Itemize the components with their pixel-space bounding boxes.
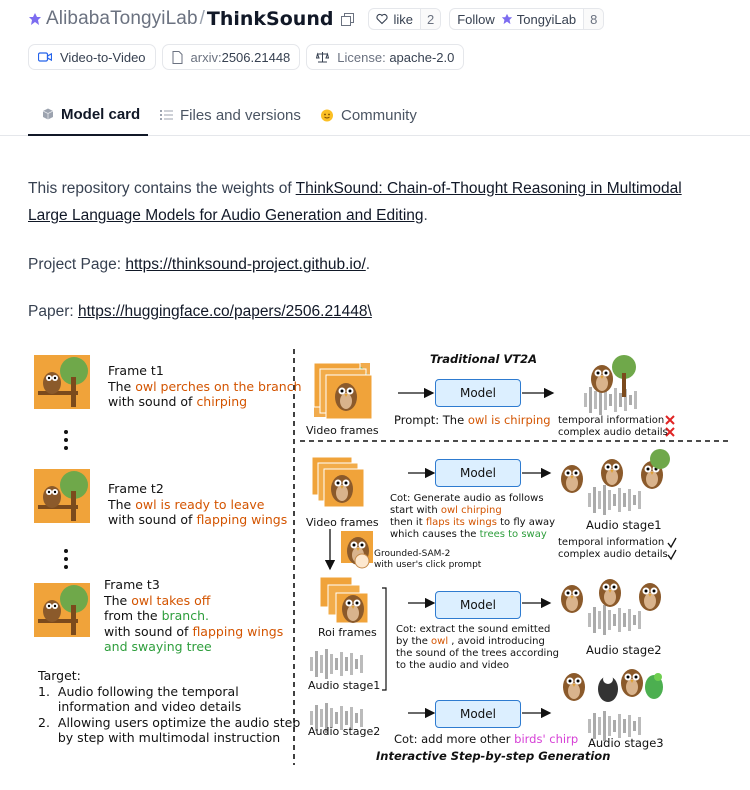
project-page-label: Project Page:: [28, 256, 126, 273]
paper-title-link[interactable]: ThinkSound: Chain-of-Thought Reasoning in Multimodal Large Language Models for Audio Generation and Editing: [28, 180, 682, 224]
license-tag[interactable]: [306, 44, 464, 70]
project-page-line: Project Page: https://thinksound-project.github.io/.: [28, 256, 371, 273]
grounded-sam-label: Grounded-SAM-2 with user's click prompt: [374, 549, 482, 570]
tag-label: Video-to-Video: [60, 49, 146, 65]
document-icon: [172, 51, 183, 64]
path-separator: /: [199, 8, 205, 29]
arxiv-prefix: arxiv:: [190, 49, 222, 65]
paper-line: [28, 298, 372, 325]
trad-model-box: Model: [435, 379, 521, 407]
description-suffix: .: [423, 207, 428, 224]
tab-community[interactable]: [320, 94, 417, 136]
tongyi-logo-icon: [28, 12, 42, 26]
like-button[interactable]: [368, 8, 441, 30]
arxiv-id: 2506.21448: [221, 49, 291, 65]
repo-header: [28, 6, 604, 32]
tab-label: Community: [341, 106, 417, 124]
stage3-model-box: Model: [435, 700, 521, 728]
trad-temporal-info: temporal information: [558, 415, 665, 426]
copy-icon[interactable]: [341, 13, 354, 26]
roi-frames-label: Roi frames: [318, 626, 377, 639]
stage1-model-box: Model: [435, 459, 521, 487]
repo-tabs: [0, 94, 750, 136]
frame-t3-image: [34, 583, 90, 637]
stage3-input-audio-label: Audio stage2: [308, 725, 381, 738]
files-list-icon: [160, 109, 173, 121]
video-camera-icon: [38, 52, 52, 62]
stage2-model-box: Model: [435, 591, 521, 619]
trad-audio-details: complex audio details: [558, 427, 668, 438]
stage2-cot: Cot: extract the sound emitted by the owl , avoid introducing the sound of the trees according to the audio and video: [396, 624, 560, 671]
audio-stage3-label: Audio stage3: [588, 736, 664, 750]
scale-icon: [316, 51, 329, 63]
license-prefix: License:: [337, 49, 386, 65]
project-page-link[interactable]: https://thinksound-project.github.io/: [125, 256, 366, 273]
repo-name[interactable]: ThinkSound: [206, 8, 334, 30]
follower-count: 8: [583, 9, 603, 29]
heart-icon: [376, 13, 388, 25]
paper-label: Paper:: [28, 303, 78, 320]
org-name-link[interactable]: AlibabaTongyiLab: [46, 8, 198, 29]
frame-t3-text: Frame t3 The owl takes off from the branch. with sound of flapping wings and swaying tree: [104, 577, 284, 654]
trad-video-frames-label: Video frames: [306, 424, 379, 437]
tab-label: Files and versions: [180, 106, 301, 124]
stage1-video-frames-label: Video frames: [306, 516, 379, 529]
stage2-input-audio-label: Audio stage1: [308, 679, 381, 692]
community-icon: [320, 109, 334, 122]
paper-link[interactable]: https://huggingface.co/papers/2506.21448\: [77, 303, 372, 320]
like-count: 2: [420, 9, 440, 29]
figure-caption: Interactive Step-by-step Generation: [376, 749, 611, 763]
tab-model-card[interactable]: [28, 94, 148, 136]
trad-prompt: Prompt: The owl is chirping: [394, 413, 551, 427]
license-value: apache-2.0: [389, 49, 455, 65]
tab-label: Model card: [61, 105, 141, 123]
follow-button[interactable]: [449, 8, 604, 30]
description-paragraph: [28, 175, 718, 229]
traditional-title: Traditional VT2A: [430, 352, 538, 366]
cube-icon: [42, 108, 54, 120]
frame-t1-text: Frame t1 The owl perches on the branch with sound of chirping: [108, 363, 302, 409]
task-tag-video-to-video[interactable]: [28, 44, 156, 70]
tab-files-and-versions[interactable]: [160, 94, 301, 136]
description-prefix: This repository contains the weights of: [28, 180, 296, 197]
arxiv-tag[interactable]: [162, 44, 301, 70]
audio-stage1-label: Audio stage1: [586, 518, 662, 532]
like-label: like: [393, 11, 413, 27]
stage1-cot: Cot: Generate audio as follows start with owl chirping then it flaps its wings to fly away which causes the trees to sway: [390, 493, 556, 540]
tongyi-logo-icon: [501, 13, 513, 25]
tag-list: [28, 44, 464, 70]
stage1-temporal-info: temporal information: [558, 537, 665, 548]
frame-t1-image: [34, 355, 90, 409]
frame-t2-image: [34, 469, 90, 523]
thinksound-overview-figure: [28, 343, 728, 773]
stage1-audio-details: complex audio details: [558, 549, 668, 560]
follow-org-name: TongyiLab: [516, 11, 577, 27]
follow-label: Follow: [457, 11, 495, 27]
target-list: Target: 1. Audio following the temporal information and video details 2. Allowing users optimize the audio step by step with multimodal instruction: [38, 668, 301, 745]
stage3-cot: Cot: add more other birds' chirp: [394, 732, 579, 746]
audio-stage2-label: Audio stage2: [586, 643, 662, 657]
frame-t2-text: Frame t2 The owl is ready to leave with sound of flapping wings: [108, 481, 288, 527]
